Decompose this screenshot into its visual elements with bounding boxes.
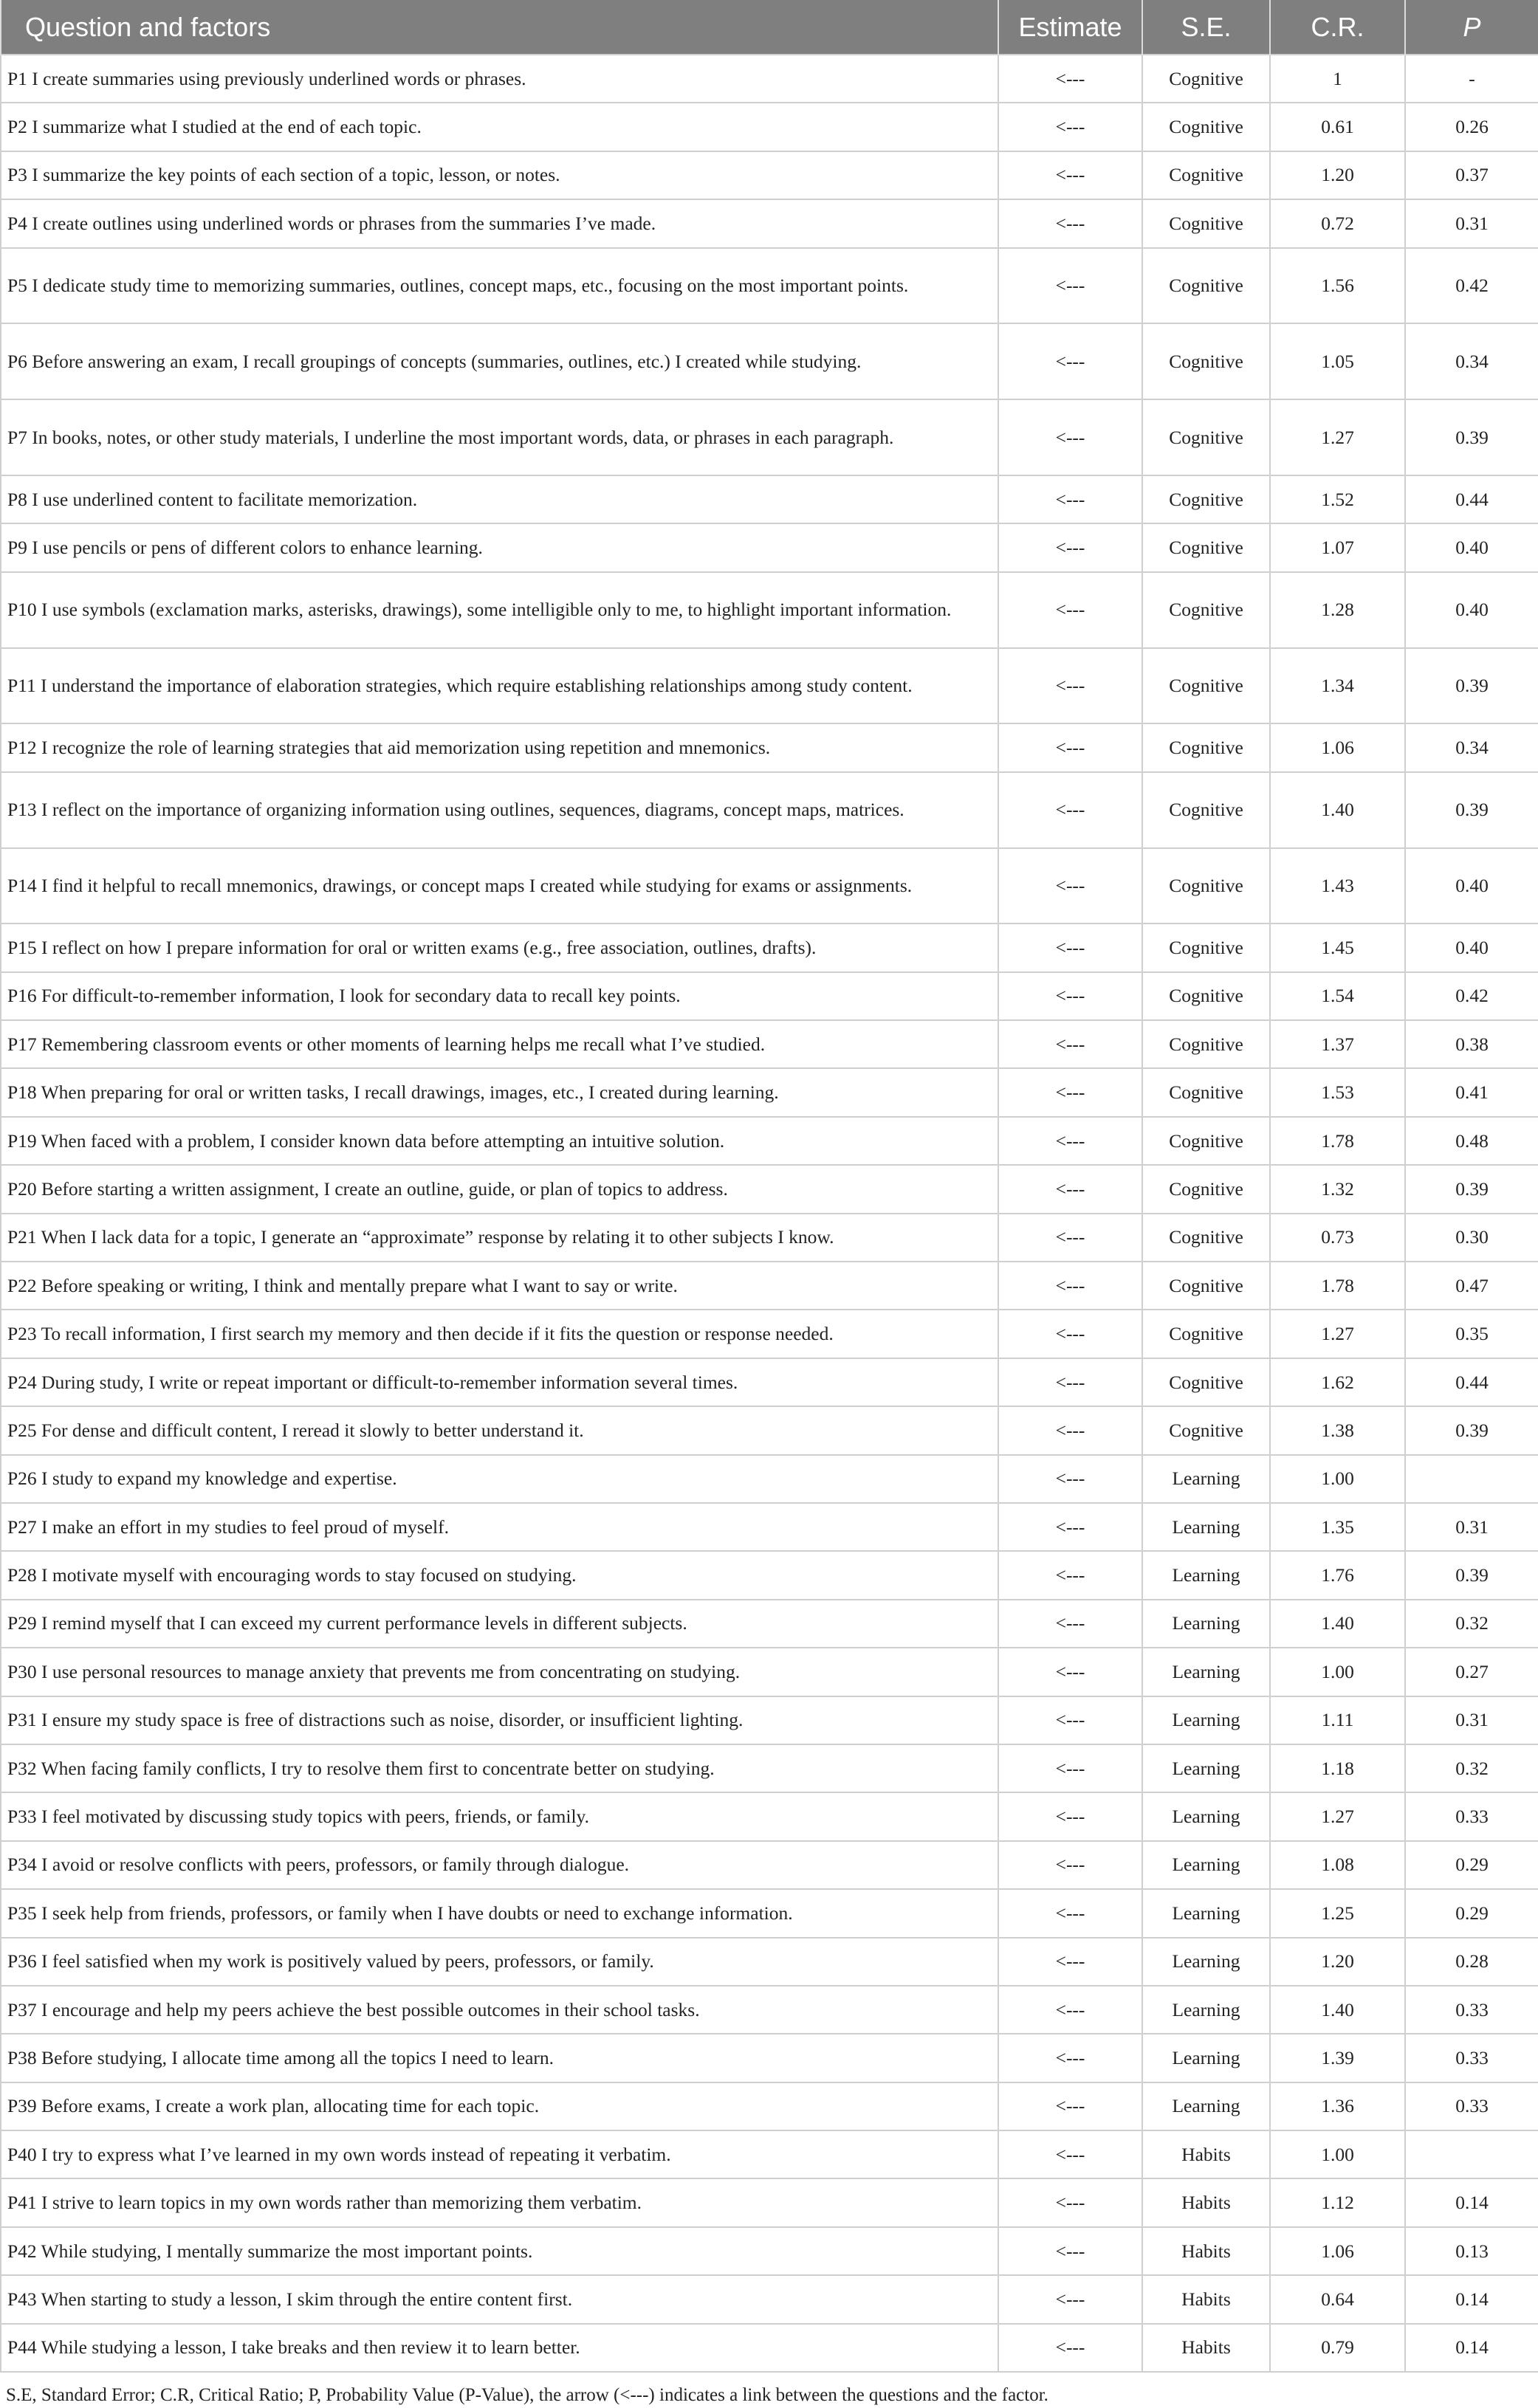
se-cell: Cognitive [1142, 1406, 1270, 1454]
se-cell: Cognitive [1142, 475, 1270, 523]
se-cell: Cognitive [1142, 523, 1270, 571]
se-cell: Habits [1142, 2275, 1270, 2323]
se-cell: Learning [1142, 1648, 1270, 1696]
cr-cell: 0.73 [1270, 1214, 1405, 1262]
estimate-cell: <--- [998, 2178, 1142, 2226]
question-cell: P25 For dense and difficult content, I reread it slowly to better understand it. [1, 1406, 998, 1454]
cr-cell: 1.18 [1270, 1744, 1405, 1792]
table-row [1, 2227, 1538, 2275]
estimate-cell: <--- [998, 2324, 1142, 2372]
se-cell: Cognitive [1142, 923, 1270, 971]
question-cell: P43 When starting to study a lesson, I skim through the entire content first. [1, 2275, 998, 2323]
table-row [1, 475, 1538, 523]
question-cell: P4 I create outlines using underlined words or phrases from the summaries I’ve made. [1, 199, 998, 247]
cr-cell: 1.28 [1270, 572, 1405, 648]
cr-cell: 1.34 [1270, 648, 1405, 724]
question-cell: P38 Before studying, I allocate time among all the topics I need to learn. [1, 2034, 998, 2082]
p-cell: 0.13 [1405, 2227, 1538, 2275]
cr-cell: 1.25 [1270, 1889, 1405, 1937]
question-cell: P26 I study to expand my knowledge and expertise. [1, 1455, 998, 1503]
question-cell: P9 I use pencils or pens of different colors to enhance learning. [1, 523, 998, 571]
estimate-cell: <--- [998, 1792, 1142, 1840]
se-cell: Learning [1142, 1455, 1270, 1503]
estimate-cell: <--- [998, 1696, 1142, 1744]
header-p: P [1405, 0, 1538, 55]
cr-cell: 1.40 [1270, 1600, 1405, 1648]
question-cell: P42 While studying, I mentally summarize the most important points. [1, 2227, 998, 2275]
p-cell: 0.31 [1405, 1503, 1538, 1551]
estimate-cell: <--- [998, 923, 1142, 971]
estimate-cell: <--- [998, 572, 1142, 648]
estimate-cell: <--- [998, 1841, 1142, 1889]
p-cell: 0.14 [1405, 2324, 1538, 2372]
se-cell: Cognitive [1142, 103, 1270, 151]
table-row [1, 923, 1538, 971]
se-cell: Cognitive [1142, 55, 1270, 103]
se-cell: Cognitive [1142, 1117, 1270, 1165]
p-cell: 0.41 [1405, 1068, 1538, 1116]
cr-cell: 1.20 [1270, 151, 1405, 199]
question-cell: P37 I encourage and help my peers achieve the best possible outcomes in their school tasks. [1, 1986, 998, 2034]
cr-cell: 1.35 [1270, 1503, 1405, 1551]
p-cell: 0.34 [1405, 323, 1538, 399]
table-row [1, 1310, 1538, 1358]
estimate-cell: <--- [998, 1938, 1142, 1986]
cr-cell: 1.52 [1270, 475, 1405, 523]
p-cell: 0.30 [1405, 1214, 1538, 1262]
estimate-cell: <--- [998, 1262, 1142, 1310]
question-cell: P24 During study, I write or repeat important or difficult-to-remember information several times. [1, 1358, 998, 1406]
cr-cell: 1.00 [1270, 1455, 1405, 1503]
se-cell: Cognitive [1142, 648, 1270, 724]
cr-cell: 1.37 [1270, 1020, 1405, 1068]
estimate-cell: <--- [998, 1214, 1142, 1262]
cr-cell: 1.00 [1270, 2130, 1405, 2178]
p-cell: 0.40 [1405, 523, 1538, 571]
estimate-cell: <--- [998, 2275, 1142, 2323]
estimate-cell: <--- [998, 199, 1142, 247]
table-row [1, 1262, 1538, 1310]
cr-cell: 1.62 [1270, 1358, 1405, 1406]
p-cell: 0.42 [1405, 248, 1538, 324]
se-cell: Cognitive [1142, 572, 1270, 648]
estimate-cell: <--- [998, 1744, 1142, 1792]
p-cell: 0.32 [1405, 1744, 1538, 1792]
se-cell: Cognitive [1142, 248, 1270, 324]
question-cell: P15 I reflect on how I prepare information for oral or written exams (e.g., free association, outlines, drafts). [1, 923, 998, 971]
se-cell: Cognitive [1142, 1262, 1270, 1310]
question-cell: P23 To recall information, I first search my memory and then decide if it fits the question or response needed. [1, 1310, 998, 1358]
question-cell: P12 I recognize the role of learning strategies that aid memorization using repetition and mnemonics. [1, 723, 998, 771]
p-cell: 0.39 [1405, 772, 1538, 848]
cr-cell: 1.07 [1270, 523, 1405, 571]
table-row [1, 523, 1538, 571]
se-cell: Cognitive [1142, 848, 1270, 924]
cr-cell: 1.05 [1270, 323, 1405, 399]
se-cell: Learning [1142, 2082, 1270, 2130]
table-body [1, 55, 1538, 2372]
table-row [1, 1744, 1538, 1792]
question-cell: P40 I try to express what I’ve learned in my own words instead of repeating it verbatim. [1, 2130, 998, 2178]
estimate-cell: <--- [998, 1068, 1142, 1116]
estimate-cell: <--- [998, 2227, 1142, 2275]
question-cell: P36 I feel satisfied when my work is positively valued by peers, professors, or family. [1, 1938, 998, 1986]
p-cell: 0.38 [1405, 1020, 1538, 1068]
se-cell: Learning [1142, 1696, 1270, 1744]
se-cell: Cognitive [1142, 1068, 1270, 1116]
cr-cell: 1.32 [1270, 1165, 1405, 1213]
cr-cell: 1.78 [1270, 1117, 1405, 1165]
question-cell: P6 Before answering an exam, I recall groupings of concepts (summaries, outlines, etc.) I created while studying. [1, 323, 998, 399]
cr-cell: 1.27 [1270, 399, 1405, 475]
question-cell: P39 Before exams, I create a work plan, allocating time for each topic. [1, 2082, 998, 2130]
se-cell: Cognitive [1142, 723, 1270, 771]
p-cell: 0.34 [1405, 723, 1538, 771]
cr-cell: 1.06 [1270, 2227, 1405, 2275]
table-row [1, 1551, 1538, 1599]
table-row [1, 1696, 1538, 1744]
p-cell: 0.42 [1405, 972, 1538, 1020]
p-cell: 0.33 [1405, 1792, 1538, 1840]
table-row [1, 1455, 1538, 1503]
p-cell: 0.29 [1405, 1889, 1538, 1937]
se-cell: Learning [1142, 1744, 1270, 1792]
question-cell: P41 I strive to learn topics in my own words rather than memorizing them verbatim. [1, 2178, 998, 2226]
table-row [1, 248, 1538, 324]
header-cr: C.R. [1270, 0, 1405, 55]
se-cell: Learning [1142, 1551, 1270, 1599]
p-cell: 0.31 [1405, 199, 1538, 247]
cr-cell: 1.45 [1270, 923, 1405, 971]
table-row [1, 2178, 1538, 2226]
p-cell: 0.35 [1405, 1310, 1538, 1358]
p-cell: 0.44 [1405, 1358, 1538, 1406]
header-question: Question and factors [1, 0, 998, 55]
cr-cell: 1.11 [1270, 1696, 1405, 1744]
estimate-cell: <--- [998, 523, 1142, 571]
question-cell: P29 I remind myself that I can exceed my current performance levels in different subjects. [1, 1600, 998, 1648]
table-row [1, 1358, 1538, 1406]
se-cell: Learning [1142, 1986, 1270, 2034]
se-cell: Cognitive [1142, 772, 1270, 848]
se-cell: Cognitive [1142, 399, 1270, 475]
estimate-cell: <--- [998, 1551, 1142, 1599]
question-cell: P19 When faced with a problem, I consider known data before attempting an intuitive solution. [1, 1117, 998, 1165]
se-cell: Habits [1142, 2178, 1270, 2226]
se-cell: Cognitive [1142, 199, 1270, 247]
cr-cell: 1.40 [1270, 1986, 1405, 2034]
p-cell: 0.32 [1405, 1600, 1538, 1648]
estimate-cell: <--- [998, 2034, 1142, 2082]
table-footnote: S.E, Standard Error; C.R, Critical Ratio; P, Probability Value (P-Value), the arrow (<---) indicates a link between the questions and the factor. [6, 2385, 1048, 2406]
question-cell: P1 I create summaries using previously underlined words or phrases. [1, 55, 998, 103]
estimate-cell: <--- [998, 1600, 1142, 1648]
p-cell: 0.26 [1405, 103, 1538, 151]
cr-cell: 1 [1270, 55, 1405, 103]
table-row [1, 1068, 1538, 1116]
p-cell: - [1405, 55, 1538, 103]
p-cell: 0.40 [1405, 572, 1538, 648]
question-cell: P8 I use underlined content to facilitate memorization. [1, 475, 998, 523]
p-cell: 0.37 [1405, 151, 1538, 199]
se-cell: Habits [1142, 2227, 1270, 2275]
table-row [1, 2082, 1538, 2130]
table-row [1, 2275, 1538, 2323]
question-cell: P7 In books, notes, or other study materials, I underline the most important words, data, or phrases in each paragraph. [1, 399, 998, 475]
cr-cell: 1.20 [1270, 1938, 1405, 1986]
question-cell: P20 Before starting a written assignment, I create an outline, guide, or plan of topics to address. [1, 1165, 998, 1213]
question-cell: P18 When preparing for oral or written tasks, I recall drawings, images, etc., I created during learning. [1, 1068, 998, 1116]
cr-cell: 1.36 [1270, 2082, 1405, 2130]
cr-cell: 0.79 [1270, 2324, 1405, 2372]
se-cell: Learning [1142, 1841, 1270, 1889]
cr-cell: 1.00 [1270, 1648, 1405, 1696]
cr-cell: 0.61 [1270, 103, 1405, 151]
table-row [1, 1406, 1538, 1454]
estimate-cell: <--- [998, 723, 1142, 771]
p-cell: 0.33 [1405, 2034, 1538, 2082]
table-header-row [1, 0, 1538, 55]
se-cell: Cognitive [1142, 1358, 1270, 1406]
table-row [1, 1165, 1538, 1213]
estimate-cell: <--- [998, 972, 1142, 1020]
p-cell [1405, 1455, 1538, 1503]
estimate-cell: <--- [998, 772, 1142, 848]
p-cell: 0.40 [1405, 923, 1538, 971]
estimate-cell: <--- [998, 1165, 1142, 1213]
estimate-cell: <--- [998, 323, 1142, 399]
se-cell: Cognitive [1142, 1214, 1270, 1262]
p-cell: 0.47 [1405, 1262, 1538, 1310]
estimate-cell: <--- [998, 1889, 1142, 1937]
se-cell: Learning [1142, 1889, 1270, 1937]
estimate-cell: <--- [998, 1648, 1142, 1696]
p-cell: 0.28 [1405, 1938, 1538, 1986]
p-cell: 0.48 [1405, 1117, 1538, 1165]
table-row [1, 1938, 1538, 1986]
header-se: S.E. [1142, 0, 1270, 55]
cr-cell: 1.39 [1270, 2034, 1405, 2082]
cr-cell: 1.56 [1270, 248, 1405, 324]
p-cell: 0.39 [1405, 1551, 1538, 1599]
estimate-cell: <--- [998, 1117, 1142, 1165]
question-cell: P2 I summarize what I studied at the end of each topic. [1, 103, 998, 151]
estimate-cell: <--- [998, 248, 1142, 324]
table-row [1, 151, 1538, 199]
estimate-cell: <--- [998, 1986, 1142, 2034]
question-cell: P22 Before speaking or writing, I think and mentally prepare what I want to say or write. [1, 1262, 998, 1310]
p-cell: 0.44 [1405, 475, 1538, 523]
table-row [1, 1020, 1538, 1068]
se-cell: Habits [1142, 2324, 1270, 2372]
cr-cell: 1.53 [1270, 1068, 1405, 1116]
p-cell: 0.29 [1405, 1841, 1538, 1889]
table-row [1, 1117, 1538, 1165]
p-cell: 0.39 [1405, 1165, 1538, 1213]
p-cell: 0.27 [1405, 1648, 1538, 1696]
estimate-cell: <--- [998, 151, 1142, 199]
table-row [1, 1214, 1538, 1262]
question-cell: P44 While studying a lesson, I take breaks and then review it to learn better. [1, 2324, 998, 2372]
question-cell: P34 I avoid or resolve conflicts with peers, professors, or family through dialogue. [1, 1841, 998, 1889]
table-row [1, 1889, 1538, 1937]
cr-cell: 0.72 [1270, 199, 1405, 247]
p-cell: 0.14 [1405, 2275, 1538, 2323]
cr-cell: 1.78 [1270, 1262, 1405, 1310]
se-cell: Learning [1142, 1503, 1270, 1551]
cr-cell: 1.12 [1270, 2178, 1405, 2226]
p-cell: 0.31 [1405, 1696, 1538, 1744]
se-cell: Cognitive [1142, 323, 1270, 399]
table-row [1, 1648, 1538, 1696]
table-row [1, 2130, 1538, 2178]
cr-cell: 0.64 [1270, 2275, 1405, 2323]
question-cell: P14 I find it helpful to recall mnemonics, drawings, or concept maps I created while studying for exams or assignments. [1, 848, 998, 924]
se-cell: Cognitive [1142, 1020, 1270, 1068]
question-cell: P16 For difficult-to-remember information, I look for secondary data to recall key points. [1, 972, 998, 1020]
question-cell: P10 I use symbols (exclamation marks, asterisks, drawings), some intelligible only to me, to highlight important information. [1, 572, 998, 648]
header-estimate: Estimate [998, 0, 1142, 55]
question-cell: P3 I summarize the key points of each section of a topic, lesson, or notes. [1, 151, 998, 199]
table-row [1, 1841, 1538, 1889]
question-cell: P11 I understand the importance of elaboration strategies, which require establishing relationships among study content. [1, 648, 998, 724]
p-cell: 0.14 [1405, 2178, 1538, 2226]
cr-cell: 1.38 [1270, 1406, 1405, 1454]
se-cell: Cognitive [1142, 151, 1270, 199]
table-row [1, 1792, 1538, 1840]
p-cell: 0.39 [1405, 1406, 1538, 1454]
table-row [1, 103, 1538, 151]
cr-cell: 1.27 [1270, 1792, 1405, 1840]
table-row [1, 648, 1538, 724]
question-cell: P21 When I lack data for a topic, I generate an “approximate” response by relating it to other subjects I know. [1, 1214, 998, 1262]
table-row [1, 1986, 1538, 2034]
se-cell: Cognitive [1142, 1310, 1270, 1358]
estimate-cell: <--- [998, 1310, 1142, 1358]
p-cell: 0.40 [1405, 848, 1538, 924]
se-cell: Learning [1142, 1792, 1270, 1840]
estimate-cell: <--- [998, 475, 1142, 523]
estimate-cell: <--- [998, 2130, 1142, 2178]
table-row [1, 2324, 1538, 2372]
question-cell: P30 I use personal resources to manage anxiety that prevents me from concentrating on studying. [1, 1648, 998, 1696]
table-row [1, 1600, 1538, 1648]
cr-cell: 1.76 [1270, 1551, 1405, 1599]
question-cell: P32 When facing family conflicts, I try to resolve them first to concentrate better on studying. [1, 1744, 998, 1792]
p-cell: 0.39 [1405, 648, 1538, 724]
se-cell: Learning [1142, 1600, 1270, 1648]
table-row [1, 772, 1538, 848]
table-row [1, 2034, 1538, 2082]
estimate-cell: <--- [998, 1020, 1142, 1068]
estimate-cell: <--- [998, 1406, 1142, 1454]
question-cell: P5 I dedicate study time to memorizing summaries, outlines, concept maps, etc., focusing on the most important points. [1, 248, 998, 324]
estimate-cell: <--- [998, 399, 1142, 475]
se-cell: Learning [1142, 1938, 1270, 1986]
table-row [1, 572, 1538, 648]
se-cell: Cognitive [1142, 1165, 1270, 1213]
question-cell: P33 I feel motivated by discussing study topics with peers, friends, or family. [1, 1792, 998, 1840]
estimate-cell: <--- [998, 648, 1142, 724]
question-cell: P35 I seek help from friends, professors, or family when I have doubts or need to exchange information. [1, 1889, 998, 1937]
p-cell: 0.33 [1405, 2082, 1538, 2130]
table-row [1, 199, 1538, 247]
table-row [1, 323, 1538, 399]
question-cell: P31 I ensure my study space is free of distractions such as noise, disorder, or insufficient lighting. [1, 1696, 998, 1744]
table-row [1, 972, 1538, 1020]
cr-cell: 1.43 [1270, 848, 1405, 924]
estimate-cell: <--- [998, 1503, 1142, 1551]
p-cell: 0.33 [1405, 1986, 1538, 2034]
cr-cell: 1.40 [1270, 772, 1405, 848]
cr-cell: 1.08 [1270, 1841, 1405, 1889]
p-cell [1405, 2130, 1538, 2178]
table-row [1, 848, 1538, 924]
table-row [1, 1503, 1538, 1551]
cr-cell: 1.27 [1270, 1310, 1405, 1358]
cr-cell: 1.06 [1270, 723, 1405, 771]
estimate-cell: <--- [998, 2082, 1142, 2130]
table-row [1, 723, 1538, 771]
p-cell: 0.39 [1405, 399, 1538, 475]
estimate-cell: <--- [998, 55, 1142, 103]
question-cell: P27 I make an effort in my studies to feel proud of myself. [1, 1503, 998, 1551]
se-cell: Habits [1142, 2130, 1270, 2178]
se-cell: Cognitive [1142, 972, 1270, 1020]
cr-cell: 1.54 [1270, 972, 1405, 1020]
table-row [1, 399, 1538, 475]
question-cell: P28 I motivate myself with encouraging words to stay focused on studying. [1, 1551, 998, 1599]
estimate-cell: <--- [998, 848, 1142, 924]
estimate-cell: <--- [998, 1358, 1142, 1406]
question-cell: P17 Remembering classroom events or other moments of learning helps me recall what I’ve studied. [1, 1020, 998, 1068]
table-row [1, 55, 1538, 103]
estimate-cell: <--- [998, 1455, 1142, 1503]
question-cell: P13 I reflect on the importance of organizing information using outlines, sequences, diagrams, concept maps, matrices. [1, 772, 998, 848]
estimate-cell: <--- [998, 103, 1142, 151]
se-cell: Learning [1142, 2034, 1270, 2082]
